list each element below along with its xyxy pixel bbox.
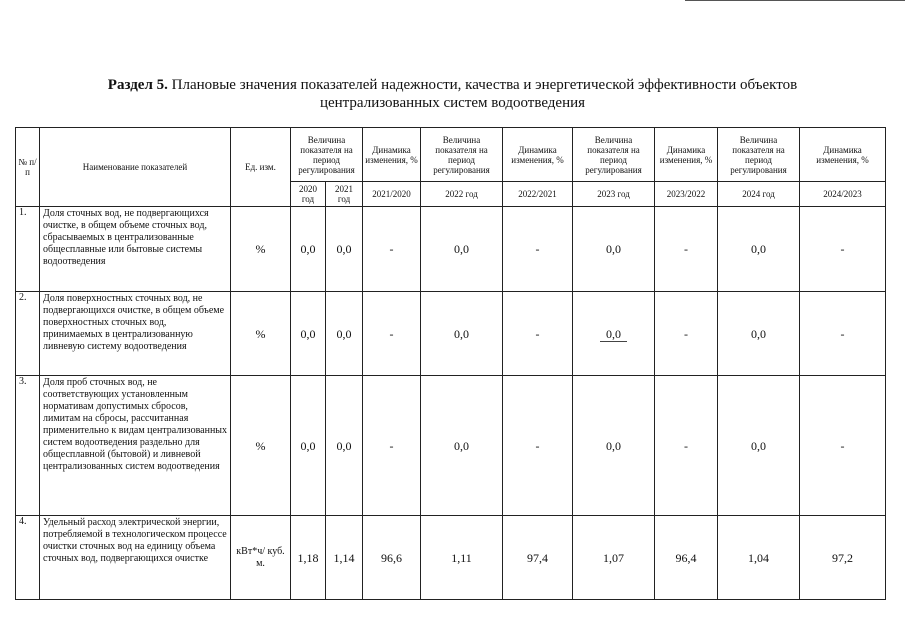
header-dynamics-2021: Динамика изменения, % (363, 128, 421, 182)
header-ratio-2022-2021: 2022/2021 (503, 182, 573, 207)
row-value-2020: 0,0 (291, 376, 326, 516)
row-name: Удельный расход электрической энергии, потребляемой в технологическом процессе очистки сточных вод на единицу объема сточных вод, подвергающихся очистке (40, 516, 231, 600)
table-row (16, 292, 886, 376)
header-year-2021: 2021 год (326, 182, 363, 207)
row-dyn-2023: 96,4 (655, 516, 718, 600)
header-year-2020: 2020 год (291, 182, 326, 207)
row-value-2021: 1,14 (326, 516, 363, 600)
section-title-line1: Плановые значения показателей надежности, качества и энергетической эффективности объектов (167, 77, 798, 93)
row-dyn-2024: - (800, 376, 886, 516)
row-dyn-2021: - (363, 207, 421, 292)
row-value-2022: 1,11 (421, 516, 503, 600)
section-title-line2: централизованных систем водоотведения (319, 95, 586, 111)
row-value-2024: 1,04 (718, 516, 800, 600)
row-value-2022: 0,0 (421, 376, 503, 516)
row-dyn-2023: - (655, 292, 718, 376)
row-dyn-2024: - (800, 292, 886, 376)
row-unit: % (231, 207, 291, 292)
header-dynamics-2024: Динамика изменения, % (800, 128, 886, 182)
row-dyn-2024: - (800, 207, 886, 292)
table-row (16, 207, 886, 292)
header-value-2023: Величина показателя на период регулирования (573, 128, 655, 182)
row-value-2022: 0,0 (421, 292, 503, 376)
row-name: Доля проб сточных вод, не соответствующих установленным нормативам допустимых сбросов, лимитам на сбросы, рассчитанная применительно к видам централизованных систем водоотведения раздельно для общесплавной (бытовой) и ливневой централизованных систем водоотведения (40, 376, 231, 516)
row-value-2024: 0,0 (718, 292, 800, 376)
header-dynamics-2023: Динамика изменения, % (655, 128, 718, 182)
row-value-2024: 0,0 (718, 376, 800, 516)
row-dyn-2022: - (503, 207, 573, 292)
row-value-2023 (573, 292, 655, 376)
row-num: 1. (16, 207, 40, 292)
header-dynamics-2022: Динамика изменения, % (503, 128, 573, 182)
header-value-2024: Величина показателя на период регулирования (718, 128, 800, 182)
row-dyn-2023: - (655, 207, 718, 292)
scan-edge-line (685, 0, 905, 1)
row-num: 3. (16, 376, 40, 516)
row-dyn-2021: - (363, 376, 421, 516)
row-dyn-2021: 96,6 (363, 516, 421, 600)
header-value-2020-2021: Величина показателя на период регулирования (291, 128, 363, 182)
row-dyn-2023: - (655, 376, 718, 516)
indicators-table (15, 127, 886, 600)
header-year-2023: 2023 год (573, 182, 655, 207)
row-dyn-2022: - (503, 292, 573, 376)
underlined-value: 0,0 (600, 327, 627, 342)
header-ratio-2024-2023: 2024/2023 (800, 182, 886, 207)
row-value-2020: 0,0 (291, 207, 326, 292)
row-value-2022: 0,0 (421, 207, 503, 292)
header-ratio-2021-2020: 2021/2020 (363, 182, 421, 207)
row-num: 4. (16, 516, 40, 600)
row-value-2023: 1,07 (573, 516, 655, 600)
row-value-2021: 0,0 (326, 376, 363, 516)
row-name: Доля сточных вод, не подвергающихся очистке, в общем объеме сточных вод, сбрасываемых в централизованные общесплавные или бытовые системы водоотведения (40, 207, 231, 292)
table-row (16, 376, 886, 516)
header-row-1 (16, 128, 886, 182)
row-value-2024: 0,0 (718, 207, 800, 292)
row-name: Доля поверхностных сточных вод, не подвергающихся очистке, в общем объеме поверхностных сточных вод, принимаемых в централизованную ливневую систему водоотведения (40, 292, 231, 376)
row-unit: % (231, 376, 291, 516)
section-title-bold: Раздел 5. (107, 77, 168, 93)
row-unit: кВт*ч/ куб. м. (231, 516, 291, 600)
section-title (40, 76, 865, 112)
row-dyn-2024: 97,2 (800, 516, 886, 600)
row-value-2021: 0,0 (326, 207, 363, 292)
header-year-2024: 2024 год (718, 182, 800, 207)
header-name: Наименование показателей (40, 128, 231, 207)
row-dyn-2022: - (503, 376, 573, 516)
row-unit: % (231, 292, 291, 376)
row-dyn-2022: 97,4 (503, 516, 573, 600)
header-unit: Ед. изм. (231, 128, 291, 207)
row-value-2023: 0,0 (573, 207, 655, 292)
header-value-2022: Величина показателя на период регулирования (421, 128, 503, 182)
row-value-2021: 0,0 (326, 292, 363, 376)
row-value-2023: 0,0 (573, 376, 655, 516)
row-value-2020: 0,0 (291, 292, 326, 376)
row-value-2020: 1,18 (291, 516, 326, 600)
row-dyn-2021: - (363, 292, 421, 376)
header-ratio-2023-2022: 2023/2022 (655, 182, 718, 207)
header-num: № п/п (16, 128, 40, 207)
row-num: 2. (16, 292, 40, 376)
table-row (16, 516, 886, 600)
header-year-2022: 2022 год (421, 182, 503, 207)
